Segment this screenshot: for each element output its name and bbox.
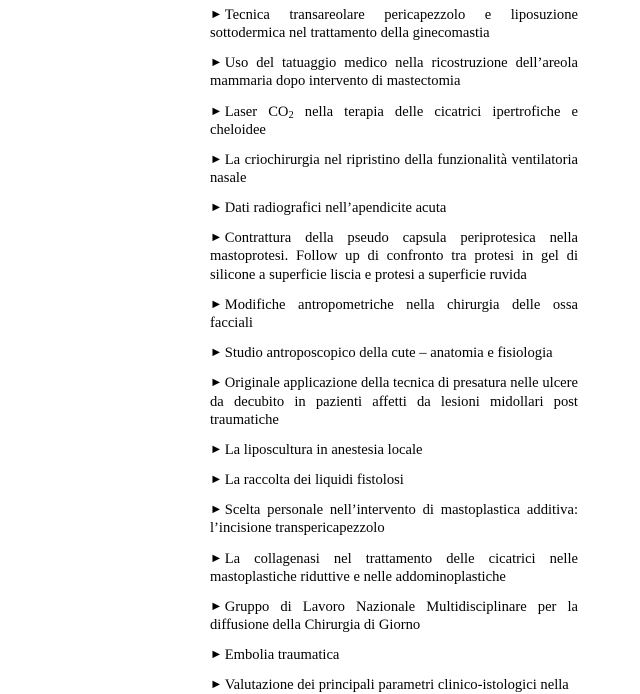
list-item — [210, 470, 578, 489]
list-item-text: Contrattura della pseudo capsula periprotesica nella mastoprotesi. Follow up di confronto tra protesi in gel di silicone a superficie liscia e protesi a superficie ruvida — [210, 230, 578, 283]
list-item — [210, 373, 578, 429]
list-item — [210, 295, 578, 332]
list-item-text: Uso del tatuaggio medico nella ricostruzione dell’areola mammaria dopo intervento di mastectomia — [210, 55, 578, 90]
triangle-right-bullet-icon: ► — [210, 472, 224, 487]
triangle-right-bullet-icon: ► — [210, 230, 224, 245]
triangle-right-bullet-icon: ► — [210, 345, 224, 360]
list-item — [210, 343, 578, 362]
list-item-text: La criochirurgia nel ripristino della funzionalità ventilatoria nasale — [210, 151, 578, 187]
list-item — [210, 102, 578, 139]
list-item-text-pre: Laser CO — [224, 103, 289, 120]
list-item — [210, 645, 578, 664]
list-item — [210, 228, 578, 284]
triangle-right-bullet-icon: ► — [210, 152, 224, 167]
list-item — [210, 150, 578, 187]
list-item-text: La raccolta dei liquidi fistolosi — [224, 471, 404, 488]
list-item — [210, 500, 578, 537]
triangle-right-bullet-icon: ► — [210, 677, 224, 692]
triangle-right-bullet-icon: ► — [210, 7, 224, 21]
list-item — [210, 440, 578, 459]
list-item-text: Studio antroposcopico della cute – anatomia e fisiologia — [224, 345, 553, 362]
list-item — [210, 53, 578, 90]
list-item-text: Modifiche antropometriche nella chirurgia delle ossa facciali — [210, 296, 578, 332]
triangle-right-bullet-icon: ► — [210, 375, 224, 390]
triangle-right-bullet-icon: ► — [210, 200, 224, 215]
list-item-text-post: nella terapia delle cicatrici ipertrofiche e cheloidee — [210, 103, 578, 138]
triangle-right-bullet-icon: ► — [210, 502, 224, 517]
triangle-right-bullet-icon: ► — [210, 550, 224, 565]
triangle-right-bullet-icon: ► — [210, 442, 224, 457]
list-item-text: La collagenasi nel trattamento delle cicatrici nelle mastoplastiche riduttive e nelle addominoplastiche — [210, 550, 578, 585]
triangle-right-bullet-icon: ► — [210, 103, 224, 118]
triangle-right-bullet-icon: ► — [210, 55, 224, 70]
triangle-right-bullet-icon: ► — [210, 598, 224, 613]
list-item-text: Dati radiografici nell’apendicite acuta — [224, 200, 447, 217]
list-item — [210, 549, 578, 586]
list-item-text: Embolia traumatica — [224, 646, 340, 663]
list-item-text: Gruppo di Lavoro Nazionale Multidisciplinare per la diffusione della Chirurgia di Giorno — [210, 598, 578, 633]
list-item — [210, 5, 578, 42]
list-item-text: Tecnica transareolare pericapezzolo e liposuzione sottodermica nel trattamento della ginecomastia — [210, 6, 578, 42]
triangle-right-bullet-icon: ► — [210, 647, 224, 662]
bulleted-list — [210, 5, 578, 694]
list-item-text: Originale applicazione della tecnica di presatura nelle ulcere da decubito in pazienti affetti da lesioni midollari post traumatiche — [210, 375, 578, 428]
list-item-text: Scelta personale nell’intervento di mastoplastica additiva: l’incisione transpericapezzolo — [210, 501, 578, 537]
subscript-two: 2 — [288, 109, 294, 121]
list-item — [210, 597, 578, 634]
list-item-text: La liposcultura in anestesia locale — [224, 441, 423, 458]
list-item-clipped — [210, 675, 578, 694]
list-item-text: Valutazione dei principali parametri clinico-istologici nella — [224, 677, 569, 694]
list-item — [210, 198, 578, 217]
triangle-right-bullet-icon: ► — [210, 297, 224, 312]
